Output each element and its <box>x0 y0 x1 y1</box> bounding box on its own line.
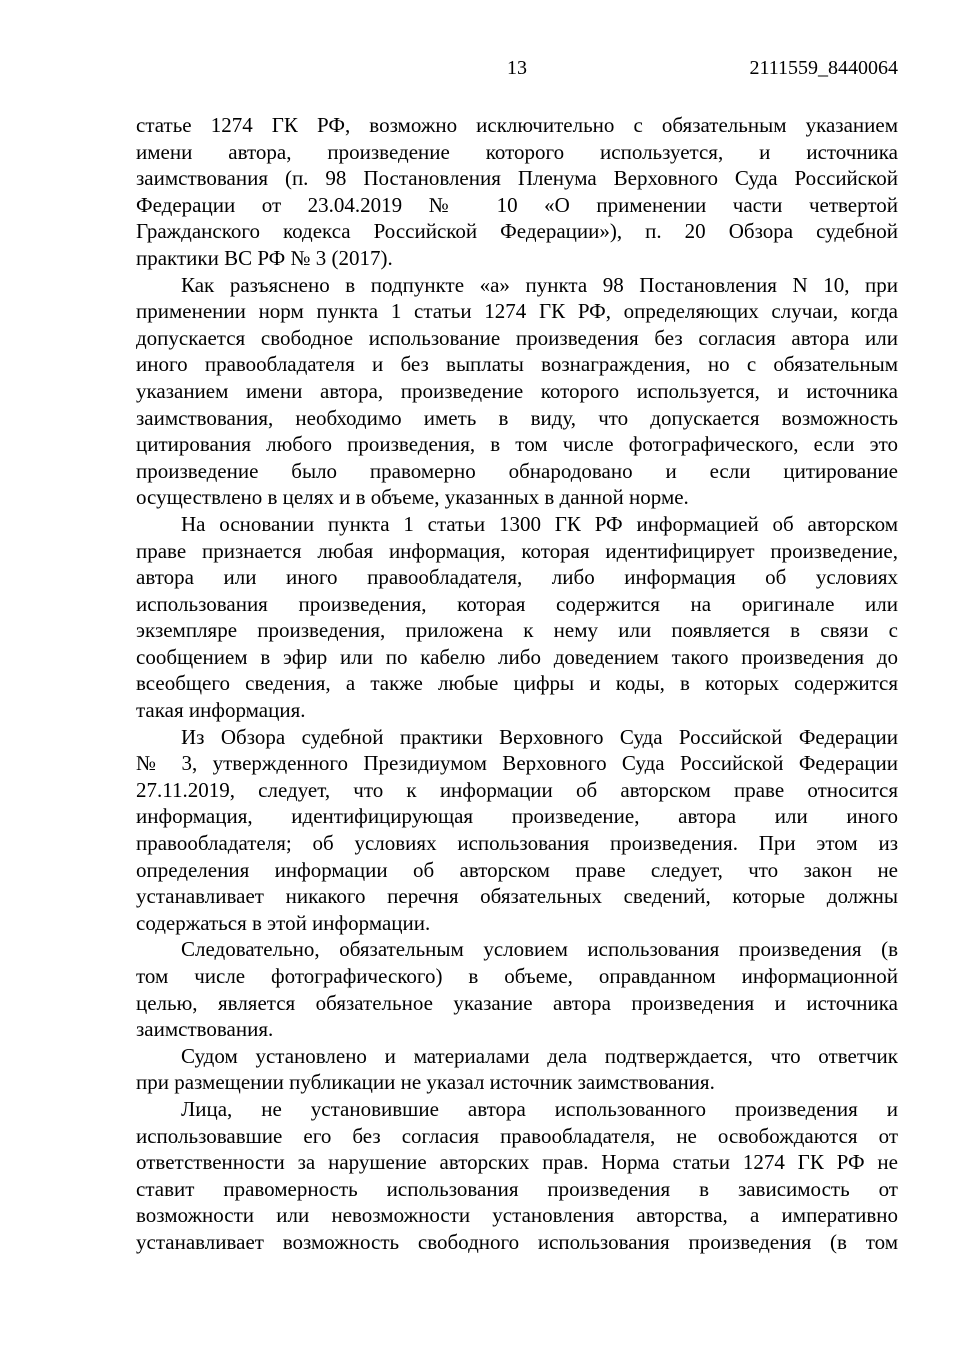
text-line: том числе фотографического) в объеме, оправданном информационной <box>136 964 898 988</box>
paragraph <box>136 112 898 272</box>
text-line: информация, идентифицирующая произведение, автора или иного <box>136 804 898 829</box>
text-line: № 3, утвержденного Президиумом Верховного Суда Российской Федерации <box>136 751 898 776</box>
text-line: ставит правомерность использования произведения в зависимость от <box>136 1176 898 1201</box>
page-header <box>136 55 898 81</box>
text-line: целью, является обязательное указание автора произведения и источника <box>136 990 898 1015</box>
text-line: праве признается любая информация, которая идентифицирует произведение, <box>136 538 898 563</box>
text-line: правообладателя; об условиях использования произведения. При этом из <box>136 831 898 856</box>
text-line: определения информации об авторском праве следует, что закон не <box>136 857 898 882</box>
paragraph <box>136 1096 898 1256</box>
text-line: всеобщего сведения, а также любые цифры и коды, в которых содержится <box>136 671 898 696</box>
text-line: допускается свободное использование произведения без согласия автора или <box>136 325 898 350</box>
document-number: 2111559_8440064 <box>749 57 898 79</box>
text-line: Гражданского кодекса Российской Федерации»), п. 20 Обзора судебной <box>136 219 898 244</box>
text-line: экземпляре произведения, приложена к нему или появляется в связи с <box>136 618 898 643</box>
text-line: Из Обзора судебной практики Верховного Суда Российской Федерации <box>181 724 898 749</box>
text-line: Федерации от 23.04.2019 № 10 «О применении части четвертой <box>136 192 898 217</box>
text-line: заимствования. <box>136 1017 274 1042</box>
text-line: устанавливает возможность свободного использования произведения (в том <box>136 1229 898 1254</box>
document-body <box>136 112 898 1256</box>
paragraph <box>136 936 898 1042</box>
text-line: Как разъяснено в подпункте «а» пункта 98 Постановления N 10, при <box>181 272 898 297</box>
paragraph <box>136 1043 898 1096</box>
text-line: использования произведения, которая содержится на оригинале или <box>136 591 898 616</box>
text-line: осуществлено в целях и в объеме, указанных в данной норме. <box>136 485 689 510</box>
text-line: применении норм пункта 1 статьи 1274 ГК РФ, определяющих случаи, когда <box>136 299 898 324</box>
text-line: имени автора, произведение которого используется, и источника <box>136 139 898 164</box>
text-line: содержаться в этой информации. <box>136 910 431 935</box>
text-line: заимствования, необходимо иметь в виду, что допускается возможность <box>136 405 898 430</box>
text-line: статье 1274 ГК РФ, возможно исключительно с обязательным указанием <box>136 113 898 137</box>
paragraph <box>136 511 898 724</box>
text-line: Следовательно, обязательным условием использования произведения (в <box>181 937 898 962</box>
text-line: ответственности за нарушение авторских прав. Норма статьи 1274 ГК РФ не <box>136 1150 898 1175</box>
text-line: произведение было правомерно обнародовано и если цитирование <box>136 458 898 483</box>
text-line: заимствования (п. 98 Постановления Пленума Верховного Суда Российской <box>136 166 898 191</box>
text-line: устанавливает никакого перечня обязательных сведений, которые должны <box>136 884 898 909</box>
text-line: указанием имени автора, произведение которого используется, и источника <box>136 378 898 403</box>
text-line: сообщением в эфир или по кабелю либо доведением такого произведения до <box>136 644 898 669</box>
text-line: практики ВС РФ № 3 (2017). <box>136 245 393 270</box>
page-number: 13 <box>507 57 527 79</box>
text-line: 27.11.2019, следует, что к информации об авторском праве относится <box>136 777 898 802</box>
text-line: использовавшие его без согласия правообладателя, не освобождаются от <box>136 1123 898 1148</box>
text-line: автора или иного правообладателя, либо информация об условиях <box>136 565 898 590</box>
text-line: Лица, не установившие автора использованного произведения и <box>181 1096 898 1121</box>
text-line: при размещении публикации не указал источник заимствования. <box>136 1070 715 1095</box>
paragraph <box>136 724 898 937</box>
paragraph <box>136 272 898 511</box>
text-line: цитирования любого произведения, в том числе фотографического, если это <box>136 432 898 457</box>
text-line: На основании пункта 1 статьи 1300 ГК РФ информацией об авторском <box>181 511 898 536</box>
text-line: такая информация. <box>136 698 306 723</box>
text-line: возможности или невозможности установления авторства, а императивно <box>136 1203 898 1228</box>
text-line: Судом установлено и материалами дела подтверждается, что ответчик <box>181 1043 898 1068</box>
text-line: иного правообладателя и без выплаты вознаграждения, но с обязательным <box>136 352 898 377</box>
